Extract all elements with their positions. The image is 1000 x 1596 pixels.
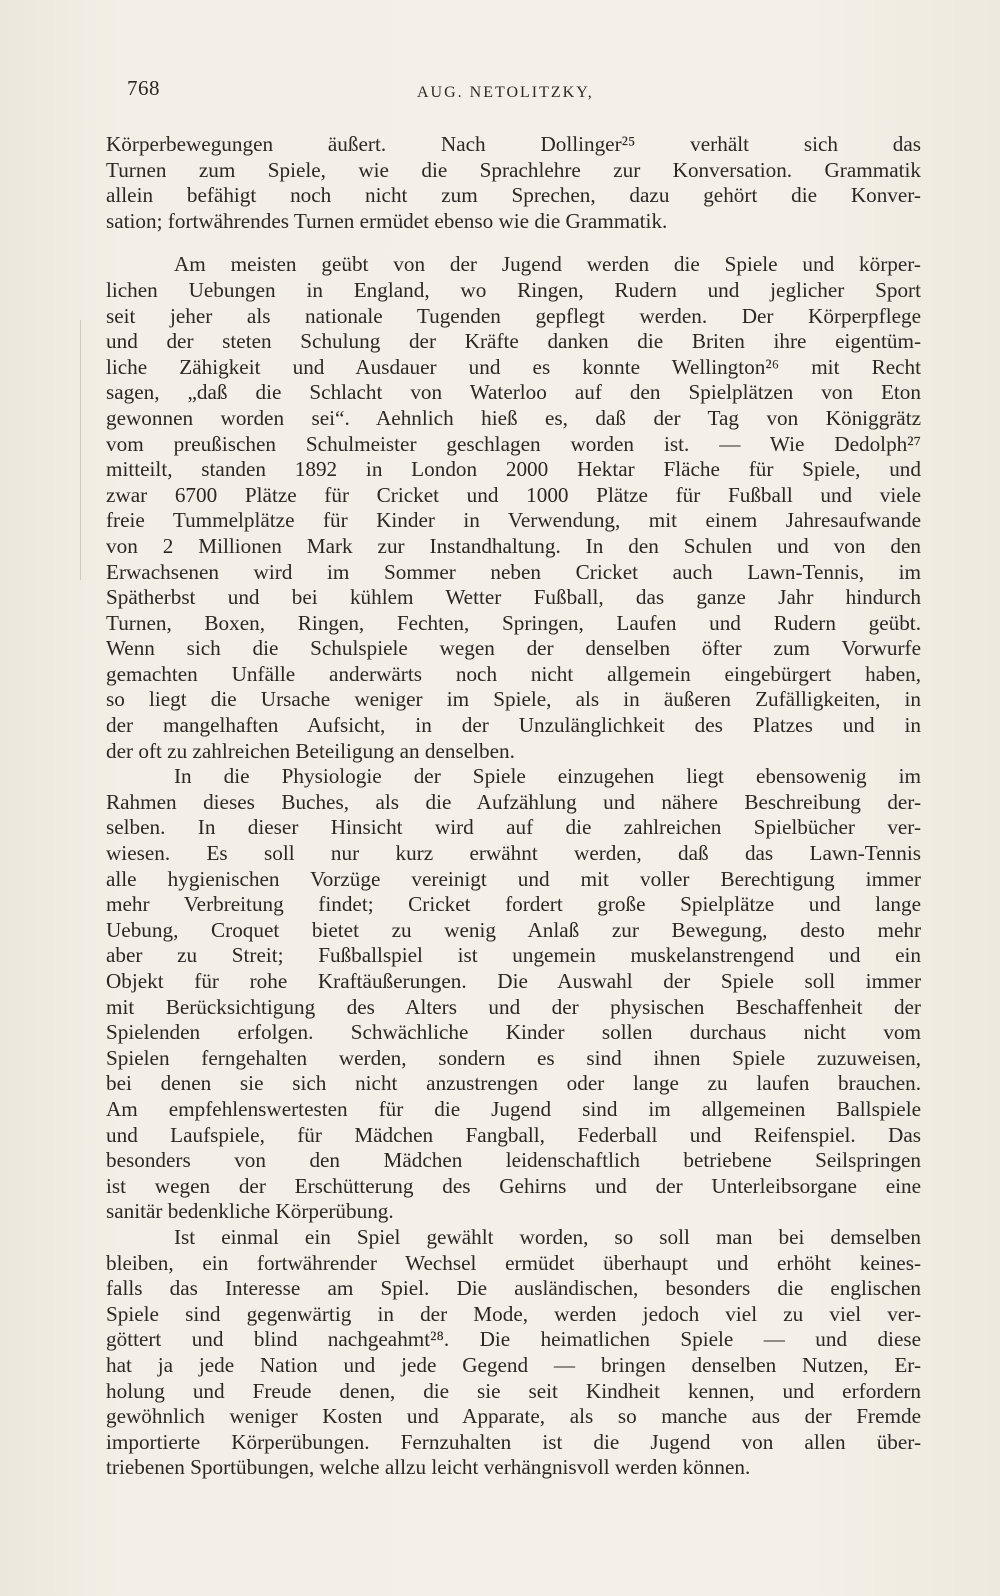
page-number: 768: [127, 76, 160, 100]
text-line: sanitär bedenkliche Körperübung.: [106, 1199, 394, 1224]
text-line: selben. In dieser Hinsicht wird auf die zahlreichen Spielbücher ver-: [106, 815, 921, 840]
text-line: vom preußischen Schulmeister geschlagen worden ist. — Wie Dedolph²⁷: [106, 431, 921, 456]
text-line: liche Zähigkeit und Ausdauer und es konnte Wellington²⁶ mit Recht: [106, 354, 921, 379]
body-text: [106, 132, 921, 1481]
running-head: AUG. NETOLITZKY,: [417, 84, 594, 101]
text-line: mit Berücksichtigung des Alters und der physischen Beschaffenheit der: [106, 994, 921, 1019]
text-line: Spiele sind gegenwärtig in der Mode, werden jedoch viel zu viel ver-: [106, 1301, 921, 1326]
text-line: Turnen zum Spiele, wie die Sprachlehre zur Konversation. Grammatik: [106, 157, 921, 182]
text-line: der mangelhaften Aufsicht, in der Unzulänglichkeit des Platzes und in: [106, 713, 921, 738]
text-line: Spielenden erfolgen. Schwächliche Kinder sollen durchaus nicht vom: [106, 1020, 921, 1045]
text-line: falls das Interesse am Spiel. Die ausländischen, besonders die englischen: [106, 1276, 921, 1301]
text-line: allein befähigt noch nicht zum Sprechen, dazu gehört die Konver-: [106, 183, 921, 208]
text-line: sagen, „daß die Schlacht von Waterloo auf den Spielplätzen von Eton: [106, 380, 921, 405]
text-line: der oft zu zahlreichen Beteiligung an denselben.: [106, 738, 515, 763]
text-line: Uebung, Croquet bietet zu wenig Anlaß zur Bewegung, desto mehr: [106, 917, 921, 942]
page-header: [127, 76, 922, 106]
text-line: Am empfehlenswertesten für die Jugend sind im allgemeinen Ballspiele: [106, 1096, 921, 1121]
text-line: von 2 Millionen Mark zur Instandhaltung. In den Schulen und von den: [106, 533, 921, 558]
text-line: Rahmen dieses Buches, als die Aufzählung und nähere Beschreibung der-: [106, 789, 921, 814]
text-line: holung und Freude denen, die sie seit Kindheit kennen, und erfordern: [106, 1378, 921, 1403]
text-line: wiesen. Es soll nur kurz erwähnt werden, daß das Lawn-Tennis: [106, 841, 921, 866]
paragraph: [106, 764, 921, 1225]
text-line: freie Tummelplätze für Kinder in Verwendung, mit einem Jahresaufwande: [106, 508, 921, 533]
text-line: lichen Uebungen in England, wo Ringen, Rudern und jeglicher Sport: [106, 277, 921, 302]
text-line: Körperbewegungen äußert. Nach Dollinger²⁵ verhält sich das: [106, 132, 921, 156]
paragraph: [106, 132, 921, 234]
text-line: ist wegen der Erschütterung des Gehirns und der Unterleibsorgane eine: [106, 1173, 921, 1198]
text-line: bei denen sie sich nicht anzustrengen oder lange zu laufen brauchen.: [106, 1071, 921, 1096]
text-line: Spätherbst und bei kühlem Wetter Fußball, das ganze Jahr hindurch: [106, 585, 921, 610]
text-line: importierte Körperübungen. Fernzuhalten ist die Jugend von allen über-: [106, 1429, 921, 1454]
text-line: Turnen, Boxen, Ringen, Fechten, Springen, Laufen und Rudern geübt.: [106, 610, 921, 635]
text-line: In die Physiologie der Spiele einzugehen liegt ebensowenig im: [174, 764, 921, 789]
text-line: mehr Verbreitung findet; Cricket fordert große Spielplätze und lange: [106, 892, 921, 917]
text-line: und Laufspiele, für Mädchen Fangball, Federball und Reifenspiel. Das: [106, 1122, 921, 1147]
margin-pencil-mark: [80, 320, 81, 580]
text-line: gemachten Unfälle anderwärts noch nicht allgemein eingebürgert haben,: [106, 661, 921, 686]
text-line: so liegt die Ursache weniger im Spiele, als in äußeren Zufälligkeiten, in: [106, 687, 921, 712]
text-line: hat ja jede Nation und jede Gegend — bringen denselben Nutzen, Er-: [106, 1352, 921, 1377]
text-line: Erwachsenen wird im Sommer neben Cricket auch Lawn-Tennis, im: [106, 559, 921, 584]
paragraph: [106, 252, 921, 764]
paragraph: [106, 1225, 921, 1481]
text-line: bleiben, ein fortwährender Wechsel ermüdet überhaupt und erhöht keines-: [106, 1250, 921, 1275]
text-line: zwar 6700 Plätze für Cricket und 1000 Plätze für Fußball und viele: [106, 482, 921, 507]
text-line: Wenn sich die Schulspiele wegen der denselben öfter zum Vorwurfe: [106, 636, 921, 661]
text-line: göttert und blind nachgeahmt²⁸. Die heimatlichen Spiele — und diese: [106, 1327, 921, 1352]
text-line: triebenen Sportübungen, welche allzu leicht verhängnisvoll werden können.: [106, 1455, 751, 1480]
text-line: Spielen ferngehalten werden, sondern es sind ihnen Spiele zuzuweisen,: [106, 1045, 921, 1070]
text-line: aber zu Streit; Fußballspiel ist ungemein muskelanstrengend und ein: [106, 943, 921, 968]
text-line: Am meisten geübt von der Jugend werden die Spiele und körper-: [174, 252, 921, 277]
text-line: alle hygienischen Vorzüge vereinigt und mit voller Berechtigung immer: [106, 866, 921, 891]
text-line: seit jeher als nationale Tugenden gepflegt werden. Der Körperpflege: [106, 303, 921, 328]
text-line: besonders von den Mädchen leidenschaftlich betriebene Seilspringen: [106, 1148, 921, 1173]
text-line: gewöhnlich weniger Kosten und Apparate, als so manche aus der Fremde: [106, 1404, 921, 1429]
text-line: mitteilt, standen 1892 in London 2000 Hektar Fläche für Spiele, und: [106, 457, 921, 482]
text-line: und der steten Schulung der Kräfte danken die Briten ihre eigentüm-: [106, 329, 921, 354]
text-line: Objekt für rohe Kraftäußerungen. Die Auswahl der Spiele soll immer: [106, 969, 921, 993]
text-line: Ist einmal ein Spiel gewählt worden, so soll man bei demselben: [174, 1224, 921, 1249]
text-line: gewonnen worden sei“. Aehnlich hieß es, daß der Tag von Königgrätz: [106, 405, 921, 430]
text-line: sation; fortwährendes Turnen ermüdet ebenso wie die Grammatik.: [106, 208, 668, 233]
